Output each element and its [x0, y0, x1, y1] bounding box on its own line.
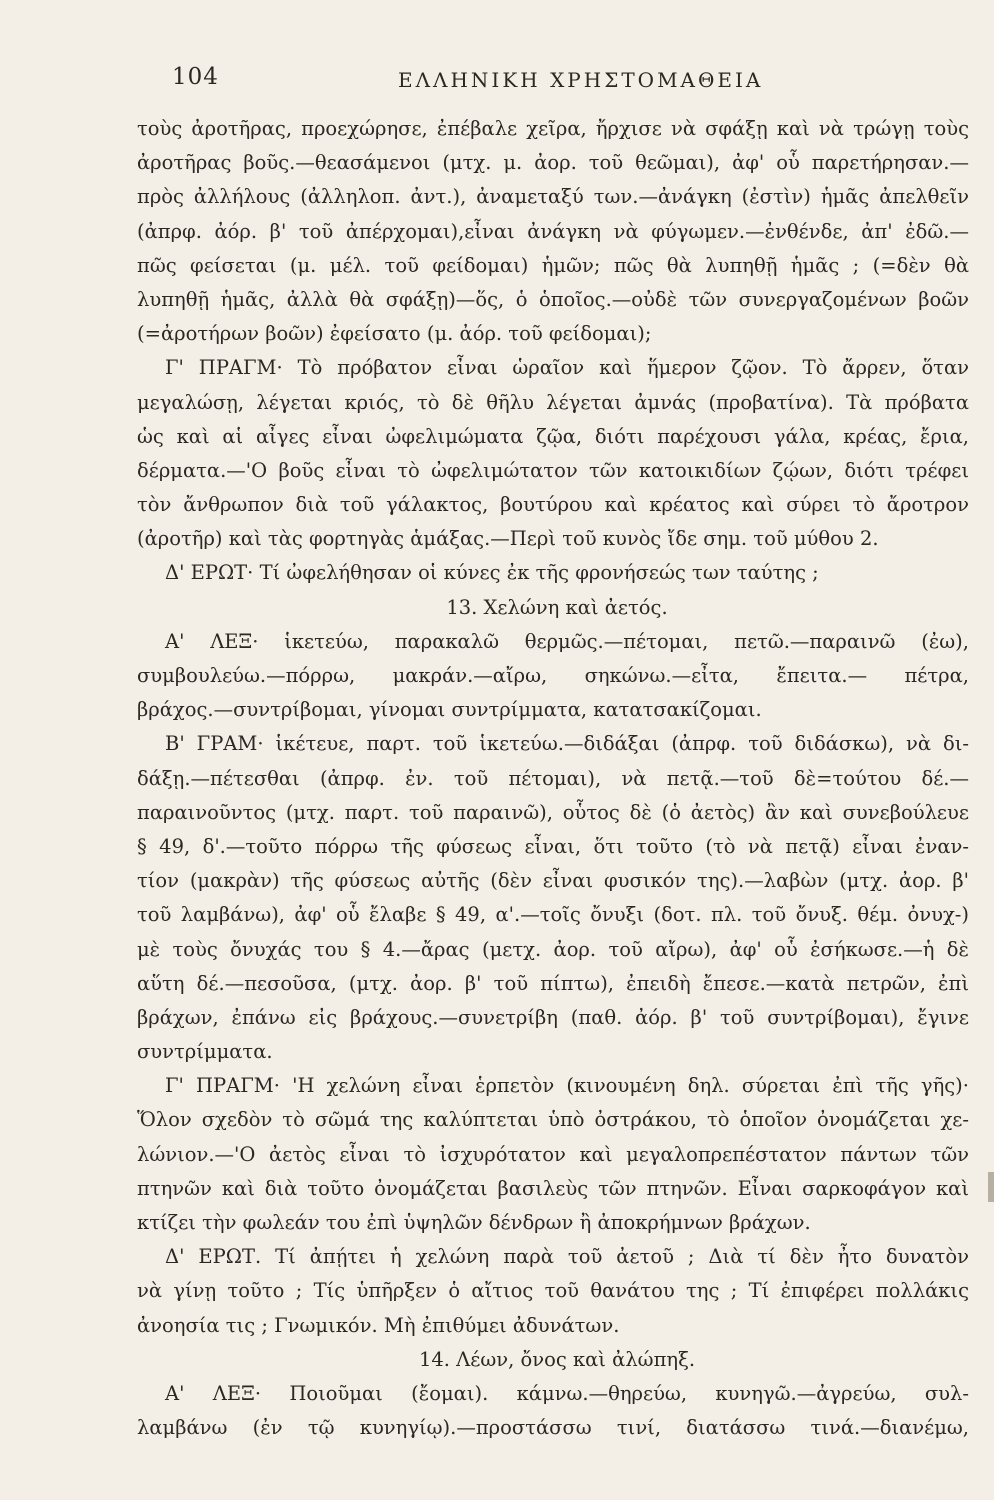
pragm-paragraph-line: Γ' ΠΡΑΓΜ· 'Η χελώνη εἶναι ἑρπετὸν (κινουμένη δηλ. σύρεται ἐπὶ τῆς γῆς)· [165, 1074, 969, 1098]
text-line: (=ἀροτήρων βοῶν) ἐφείσατο (μ. ἀόρ. τοῦ φείδομαι); [137, 322, 652, 346]
text-line: μεγαλώσῃ, λέγεται κριός, τὸ δὲ θῆλυ λέγεται ἀμνάς (προβατίνα). Τὰ πρόβατα [137, 390, 969, 414]
erot-paragraph-line: Δ' ΕΡΩΤ. Τί ἀπῄτει ἡ χελώνη παρὰ τοῦ ἀετοῦ ; Διὰ τί δὲν ἦτο δυνατὸν [165, 1245, 969, 1269]
text-line: λυπηθῇ ἡμᾶς, ἀλλὰ θὰ σφάξῃ)—ὅς, ὁ ὁποῖος.—οὐδὲ τῶν συνεργαζομένων βοῶν [137, 287, 969, 311]
text-line: συμβουλεύω.—πόρρω, μακράν.—αἴρω, σηκώνω.—εἶτα, ἔπειτα.— πέτρα, [137, 664, 969, 687]
text-line: βράχων, ἐπάνω εἰς βράχους.—συνετρίβη (παθ. ἀόρ. β' τοῦ συντρίβομαι), ἔγινε [137, 1005, 969, 1029]
text-line: παραινοῦντος (μτχ. παρτ. τοῦ παραινῶ), οὗτος δὲ (ὁ ἀετὸς) ἂν καὶ συνεβούλευε [137, 800, 969, 824]
running-header [0, 64, 994, 104]
text-line: τὸν ἄνθρωπον διὰ τοῦ γάλακτος, βουτύρου καὶ κρέατος καὶ σύρει τὸ ἄροτρον [137, 493, 969, 517]
text-line: τίον (μακρὰν) τῆς φύσεως αὐτῆς (δὲν εἶναι φυσικόν της).—λαβὼν (μτχ. ἀορ. β' [137, 869, 969, 893]
text-line: συντρίμματα. [137, 1040, 273, 1064]
page-number: 104 [172, 64, 219, 90]
text-line: πῶς φείσεται (μ. μέλ. τοῦ φείδομαι) ἡμῶν; πῶς θὰ λυπηθῇ ἡμᾶς ; (=δὲν θὰ [137, 253, 969, 277]
text-line: τοὺς ἀροτῆρας, προεχώρησε, ἐπέβαλε χεῖρα, ἤρχισε νὰ σφάξῃ καὶ νὰ τρώγῃ τοὺς [137, 117, 969, 140]
text-line: ἀνοησία τις ; Γνωμικόν. Μὴ ἐπιθύμει ἀδυνάτων. [137, 1313, 620, 1337]
gram-paragraph-line: Β' ΓΡΑΜ· ἱκέτευε, παρτ. τοῦ ἱκετεύω.—διδάξαι (ἀπρφ. τοῦ διδάσκω), νὰ δι- [165, 732, 969, 756]
text-line: πτηνῶν καὶ διὰ τοῦτο ὀνομάζεται βασιλεὺς τῶν πτηνῶν. Εἶναι σαρκοφάγον καὶ [137, 1176, 969, 1200]
text-line: δάξῃ.—πέτεσθαι (ἀπρφ. ἐν. τοῦ πέτομαι), νὰ πετᾷ.—τοῦ δὲ=τούτου δέ.— [137, 766, 969, 790]
text-line: βράχος.—συντρίβομαι, γίνομαι συντρίμματα, κατατσακίζομαι. [137, 698, 762, 722]
text-line: (ἀπρφ. ἀόρ. β' τοῦ ἀπέρχομαι),εἶναι ἀνάγκη νὰ φύγωμεν.—ἐνθένδε, ἀπ' ἐδῶ.— [137, 219, 969, 243]
text-line: μὲ τοὺς ὄνυχάς του § 4.—ἄρας (μετχ. ἀορ. τοῦ αἴρω), ἀφ' οὗ ἐσήκωσε.—ἡ δὲ [137, 937, 969, 961]
text-line: τοῦ λαμβάνω), ἀφ' οὗ ἔλαβε § 49, α'.—τοῖς ὄνυξι (δοτ. πλ. τοῦ ὄνυξ. θέμ. ὀνυχ-) [137, 903, 969, 927]
section-heading-14: 14. Λέων, ὄνος καὶ ἀλώπηξ. [418, 1347, 696, 1371]
text-line: λώνιον.—'Ο ἀετὸς εἶναι τὸ ἰσχυρότατον καὶ μεγαλοπρεπέστατον πάντων τῶν [137, 1142, 969, 1166]
text-line: αὕτη δέ.—πεσοῦσα, (μτχ. ἀορ. β' τοῦ πίπτω), ἐπειδὴ ἔπεσε.—κατὰ πετρῶν, ἐπὶ [137, 971, 969, 995]
lex-paragraph-line: Α' ΛΕΞ· ἱκετεύω, παρακαλῶ θερμῶς.—πέτομαι, πετῶ.—παραινῶ (ἐω), [165, 629, 969, 653]
text-line: κτίζει τὴν φωλεάν του ἐπὶ ὑψηλῶν δένδρων ἢ ἀποκρήμνων βράχων. [137, 1211, 811, 1234]
text-line: λαμβάνω (ἐν τῷ κυνηγίῳ).—προστάσσω τινί, διατάσσω τινά.—διανέμω, [137, 1416, 969, 1440]
text-line: πρὸς ἀλλήλους (ἀλληλοπ. ἀντ.), ἀναμεταξύ των.—ἀνάγκη (ἐστὶν) ἡμᾶς ἀπελθεῖν [137, 185, 969, 209]
section-heading-13: 13. Χελώνη καὶ ἀετός. [446, 595, 668, 619]
text-line: Ὅλον σχεδὸν τὸ σῶμά της καλύπτεται ὑπὸ ὀστράκου, τὸ ὁποῖον ὀνομάζεται χε- [137, 1108, 969, 1132]
erot-paragraph-line: Δ' ΕΡΩΤ· Τί ὠφελήθησαν οἱ κύνες ἐκ τῆς φρονήσεώς των ταύτης ; [165, 561, 819, 585]
text-line: ὡς καὶ αἱ αἶγες εἶναι ὠφελιμώματα ζῷα, διότι παρέχουσι γάλα, κρέας, ἔρια, [137, 424, 969, 448]
page-body [137, 112, 969, 1445]
page-edge-mark [988, 1172, 994, 1202]
lex-paragraph-line: Α' ΛΕΞ· Ποιοῦμαι (ἔομαι). κάμνω.—θηρεύω, κυνηγῶ.—ἀγρεύω, συλ- [165, 1381, 969, 1405]
running-title: ΕΛΛΗΝΙΚΗ ΧΡΗΣΤΟΜΑΘΕΙΑ [398, 68, 764, 92]
text-line: νὰ γίνῃ τοῦτο ; Τίς ὑπῆρξεν ὁ αἴτιος τοῦ θανάτου της ; Τί ἐπιφέρει πολλάκις [137, 1279, 969, 1303]
text-line: (ἀροτῆρ) καὶ τὰς φορτηγὰς ἁμάξας.—Περὶ τοῦ κυνὸς ἴδε σημ. τοῦ μύθου 2. [137, 527, 879, 551]
text-line: δέρματα.—'Ο βοῦς εἶναι τὸ ὠφελιμώτατον τῶν κατοικιδίων ζῴων, διότι τρέφει [137, 458, 969, 482]
text-line: § 49, δ'.—τοῦτο πόρρω τῆς φύσεως εἶναι, ὅτι τοῦτο (τὸ νὰ πετᾷ) εἶναι ἐναν- [137, 834, 969, 858]
text-line: ἀροτῆρας βοῦς.—θεασάμενοι (μτχ. μ. ἀορ. τοῦ θεῶμαι), ἀφ' οὗ παρετήρησαν.— [137, 151, 969, 175]
pragm-paragraph-line: Γ' ΠΡΑΓΜ· Τὸ πρόβατον εἶναι ὡραῖον καὶ ἥμερον ζῷον. Τὸ ἄρρεν, ὅταν [165, 356, 969, 380]
